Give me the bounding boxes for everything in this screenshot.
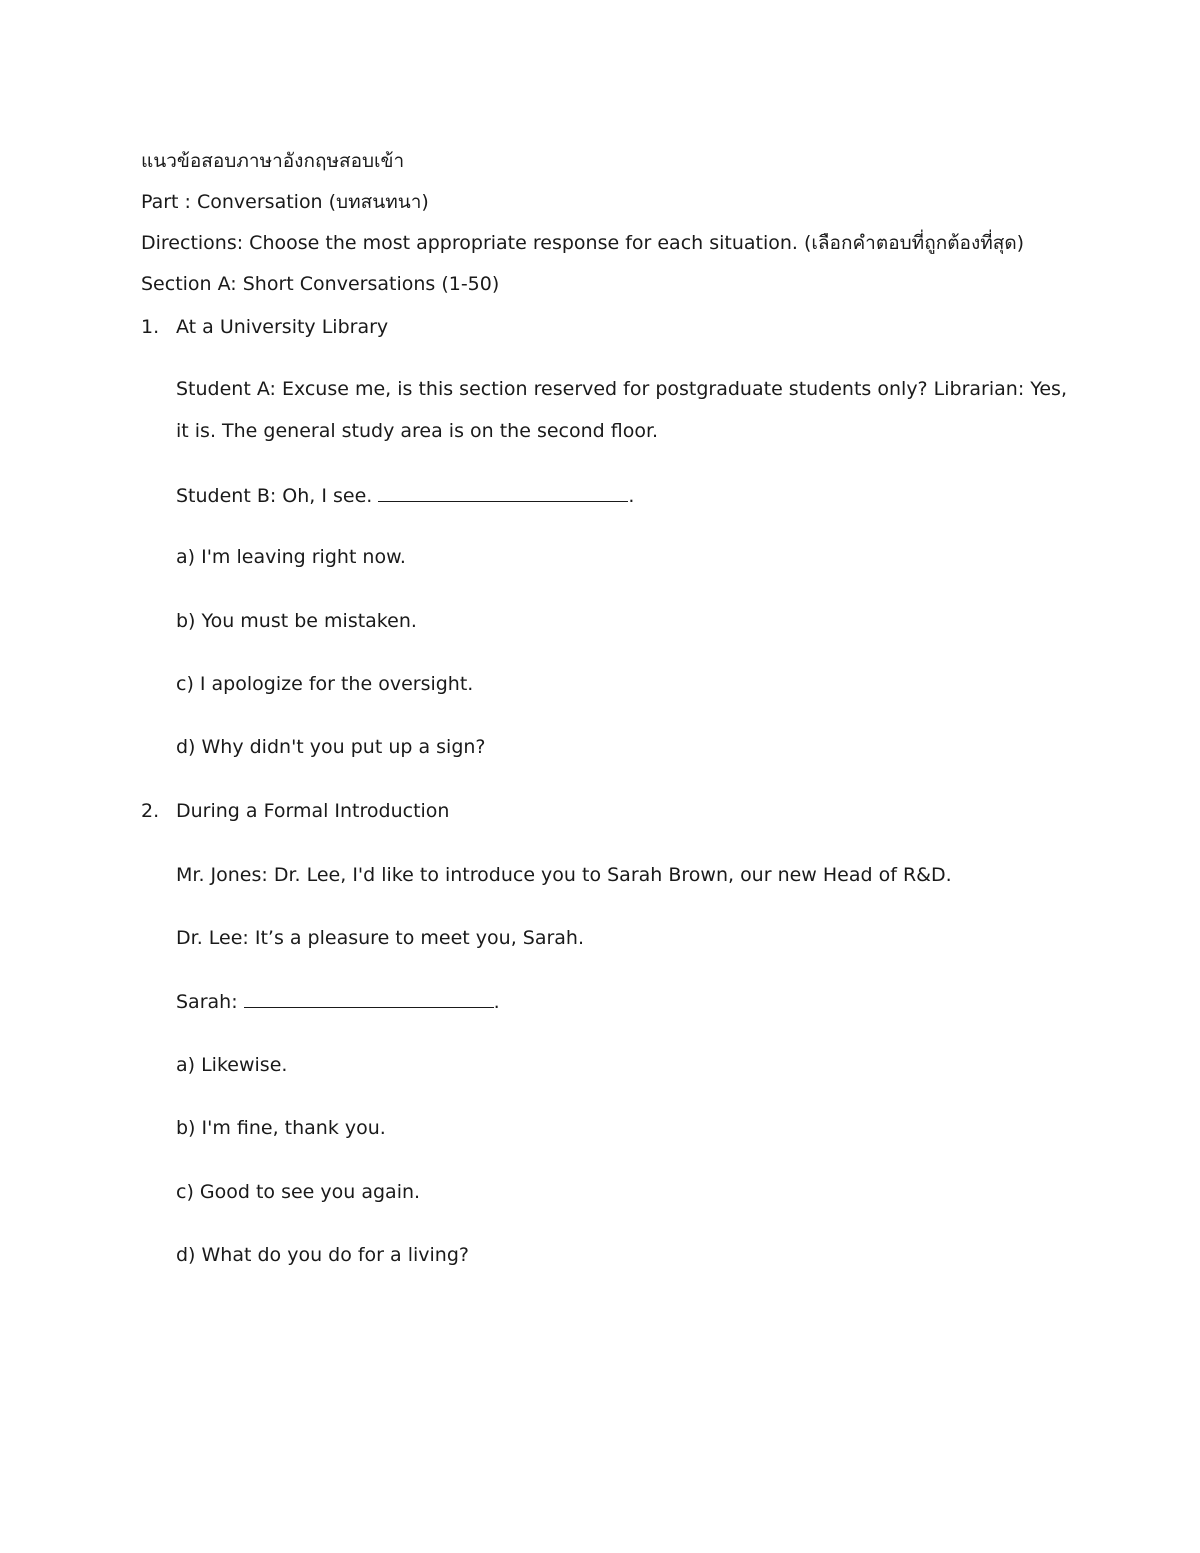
document-title: แนวข้อสอบภาษาอังกฤษสอบเข้า (141, 150, 405, 172)
question-1-title: At a University Library (176, 316, 389, 338)
question-1-option-c: c) I apologize for the oversight. (176, 673, 474, 695)
directions-text: Choose the most appropriate response for each situation. (เลือกคำตอบที่ถูกต้องที่สุด) (243, 232, 1025, 254)
section-text: Short Conversations (1-50) (236, 273, 500, 295)
section-heading (141, 272, 499, 296)
directions-label: Directions: (141, 232, 244, 254)
answer-blank (244, 989, 494, 1008)
part-heading: Part : Conversation (บทสนทนา) (141, 191, 429, 213)
question-2-option-b: b) I'm fine, thank you. (176, 1117, 386, 1139)
question-1-option-a: a) I'm leaving right now. (176, 546, 406, 568)
question-2-prompt-text: Sarah: (176, 991, 238, 1013)
question-1-prompt (176, 483, 634, 508)
question-2-option-d: d) What do you do for a living? (176, 1244, 469, 1266)
question-1-dialogue-line: Student A: Excuse me, is this section reserved for postgraduate students only? Librarian: Yes, (176, 378, 1067, 400)
question-2-option-c: c) Good to see you again. (176, 1181, 421, 1203)
question-1-prompt-end: . (628, 485, 635, 507)
question-2-number: 2. (141, 800, 160, 822)
question-2-dialogue-line: Dr. Lee: It’s a pleasure to meet you, Sarah. (176, 927, 585, 949)
question-2-prompt (176, 989, 500, 1014)
question-2-title: During a Formal Introduction (176, 800, 450, 822)
question-2-prompt-end: . (493, 991, 500, 1013)
question-1-option-d: d) Why didn't you put up a sign? (176, 736, 486, 758)
question-2-option-a: a) Likewise. (176, 1054, 288, 1076)
question-1-number: 1. (141, 316, 160, 338)
question-1-prompt-text: Student B: Oh, I see. (176, 485, 373, 507)
answer-blank (378, 483, 628, 502)
question-1-dialogue-line: it is. The general study area is on the second floor. (176, 420, 659, 442)
question-1-option-b: b) You must be mistaken. (176, 610, 417, 632)
section-label: Section A: (141, 273, 237, 295)
question-2-dialogue-line: Mr. Jones: Dr. Lee, I'd like to introduce you to Sarah Brown, our new Head of R&D. (176, 864, 952, 886)
directions (141, 231, 1024, 255)
